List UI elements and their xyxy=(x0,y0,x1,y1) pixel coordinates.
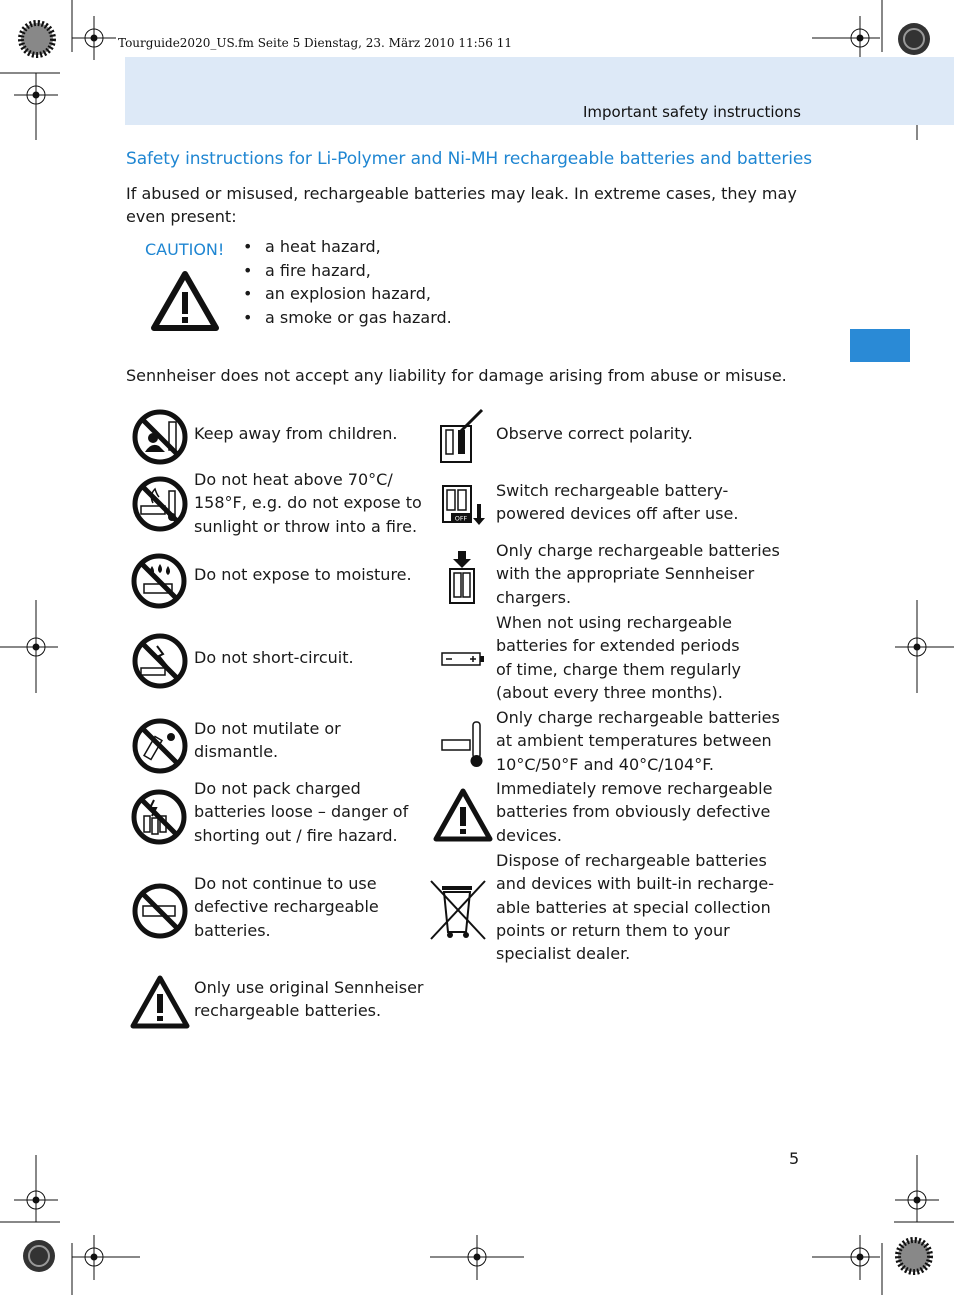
right-item-text-5: Immediately remove rechargeable batteries from obviously defective devices. xyxy=(496,779,773,845)
crossed-bin-icon xyxy=(428,878,488,942)
language-side-tab xyxy=(850,329,910,362)
no-defective-battery-icon xyxy=(131,882,189,940)
page-number: 5 xyxy=(789,1149,800,1168)
no-short-circuit-icon xyxy=(131,632,189,690)
header-band xyxy=(125,57,954,125)
crosshair-icon xyxy=(895,1155,939,1222)
right-item-text-6: Dispose of rechargeable batteries and devices with built-in recharge- able batteries at special collection points or return them to your specialist dealer. xyxy=(496,851,774,964)
crosshair-icon xyxy=(14,73,58,140)
file-info-line: Tourguide2020_US.fm Seite 5 Dienstag, 23. März 2010 11:56 11 xyxy=(118,36,513,50)
left-item-text-2: Do not expose to moisture. xyxy=(194,565,412,584)
color-wheel-icon xyxy=(898,1240,930,1272)
crosshair-icon xyxy=(430,1235,524,1280)
crosshair-icon xyxy=(72,16,116,60)
list-item: • an explosion hazard, xyxy=(243,282,452,306)
no-children-icon xyxy=(131,408,189,466)
crosshair-icon xyxy=(812,1235,880,1280)
list-item: • a fire hazard, xyxy=(243,259,452,283)
left-item-text-7: Only use original Sennheiser rechargeable batteries. xyxy=(194,978,424,1021)
left-item-text-3: Do not short-circuit. xyxy=(194,648,354,667)
left-item-text-0: Keep away from children. xyxy=(194,424,398,443)
warning-triangle-icon xyxy=(433,787,493,843)
polarity-icon xyxy=(438,406,488,466)
svg-text:OFF: OFF xyxy=(454,514,468,523)
no-loose-batteries-icon xyxy=(130,788,188,846)
temperature-icon xyxy=(440,716,486,770)
crosshair-icon xyxy=(14,1155,58,1222)
right-item-text-3: When not using rechargeable batteries for extended periods of time, charge them regularly (about every three months). xyxy=(496,613,741,702)
crosshair-icon xyxy=(895,600,954,693)
right-item-text-2: Only charge rechargeable batteries with the appropriate Sennheiser chargers. xyxy=(496,541,780,607)
color-wheel-icon xyxy=(23,1240,55,1272)
list-item: • a heat hazard, xyxy=(243,235,452,259)
crosshair-icon xyxy=(0,600,58,693)
warning-triangle-icon xyxy=(130,974,190,1030)
left-item-text-6: Do not continue to use defective rechargeable batteries. xyxy=(194,874,379,940)
left-item-text-5: Do not pack charged batteries loose – danger of shorting out / fire hazard. xyxy=(194,779,409,845)
crosshair-icon xyxy=(72,1235,140,1280)
color-wheel-icon xyxy=(898,23,930,55)
charger-icon xyxy=(446,549,478,605)
intro-paragraph: If abused or misused, rechargeable batteries may leak. In extreme cases, they may even present: xyxy=(126,184,797,226)
right-item-text-0: Observe correct polarity. xyxy=(496,424,693,443)
crosshair-icon xyxy=(812,16,880,60)
header-title: Important safety instructions xyxy=(582,103,801,121)
no-moisture-icon xyxy=(130,552,188,610)
switch-off-icon xyxy=(441,484,487,528)
warning-triangle-icon xyxy=(150,270,220,332)
section-title: Safety instructions for Li-Polymer and Ni-MH rechargeable batteries and batteries xyxy=(126,149,812,169)
left-item-text-1: Do not heat above 70°C/ 158°F, e.g. do not expose to sunlight or throw into a fire. xyxy=(194,470,422,536)
right-item-text-4: Only charge rechargeable batteries at ambient temperatures between 10°C/50°F and 40°C/104°F. xyxy=(496,708,780,774)
caution-label: CAUTION! xyxy=(145,240,225,259)
right-item-text-1: Switch rechargeable battery- powered devices off after use. xyxy=(496,481,739,524)
left-item-text-4: Do not mutilate or dismantle. xyxy=(194,719,341,762)
no-dismantle-icon xyxy=(131,717,189,775)
color-wheel-icon xyxy=(21,23,53,55)
no-heat-icon xyxy=(131,475,189,533)
list-item: • a smoke or gas hazard. xyxy=(243,306,452,330)
hazard-list xyxy=(243,235,452,329)
disclaimer-paragraph: Sennheiser does not accept any liability for damage arising from abuse or misuse. xyxy=(126,366,787,385)
battery-icon xyxy=(440,650,486,668)
